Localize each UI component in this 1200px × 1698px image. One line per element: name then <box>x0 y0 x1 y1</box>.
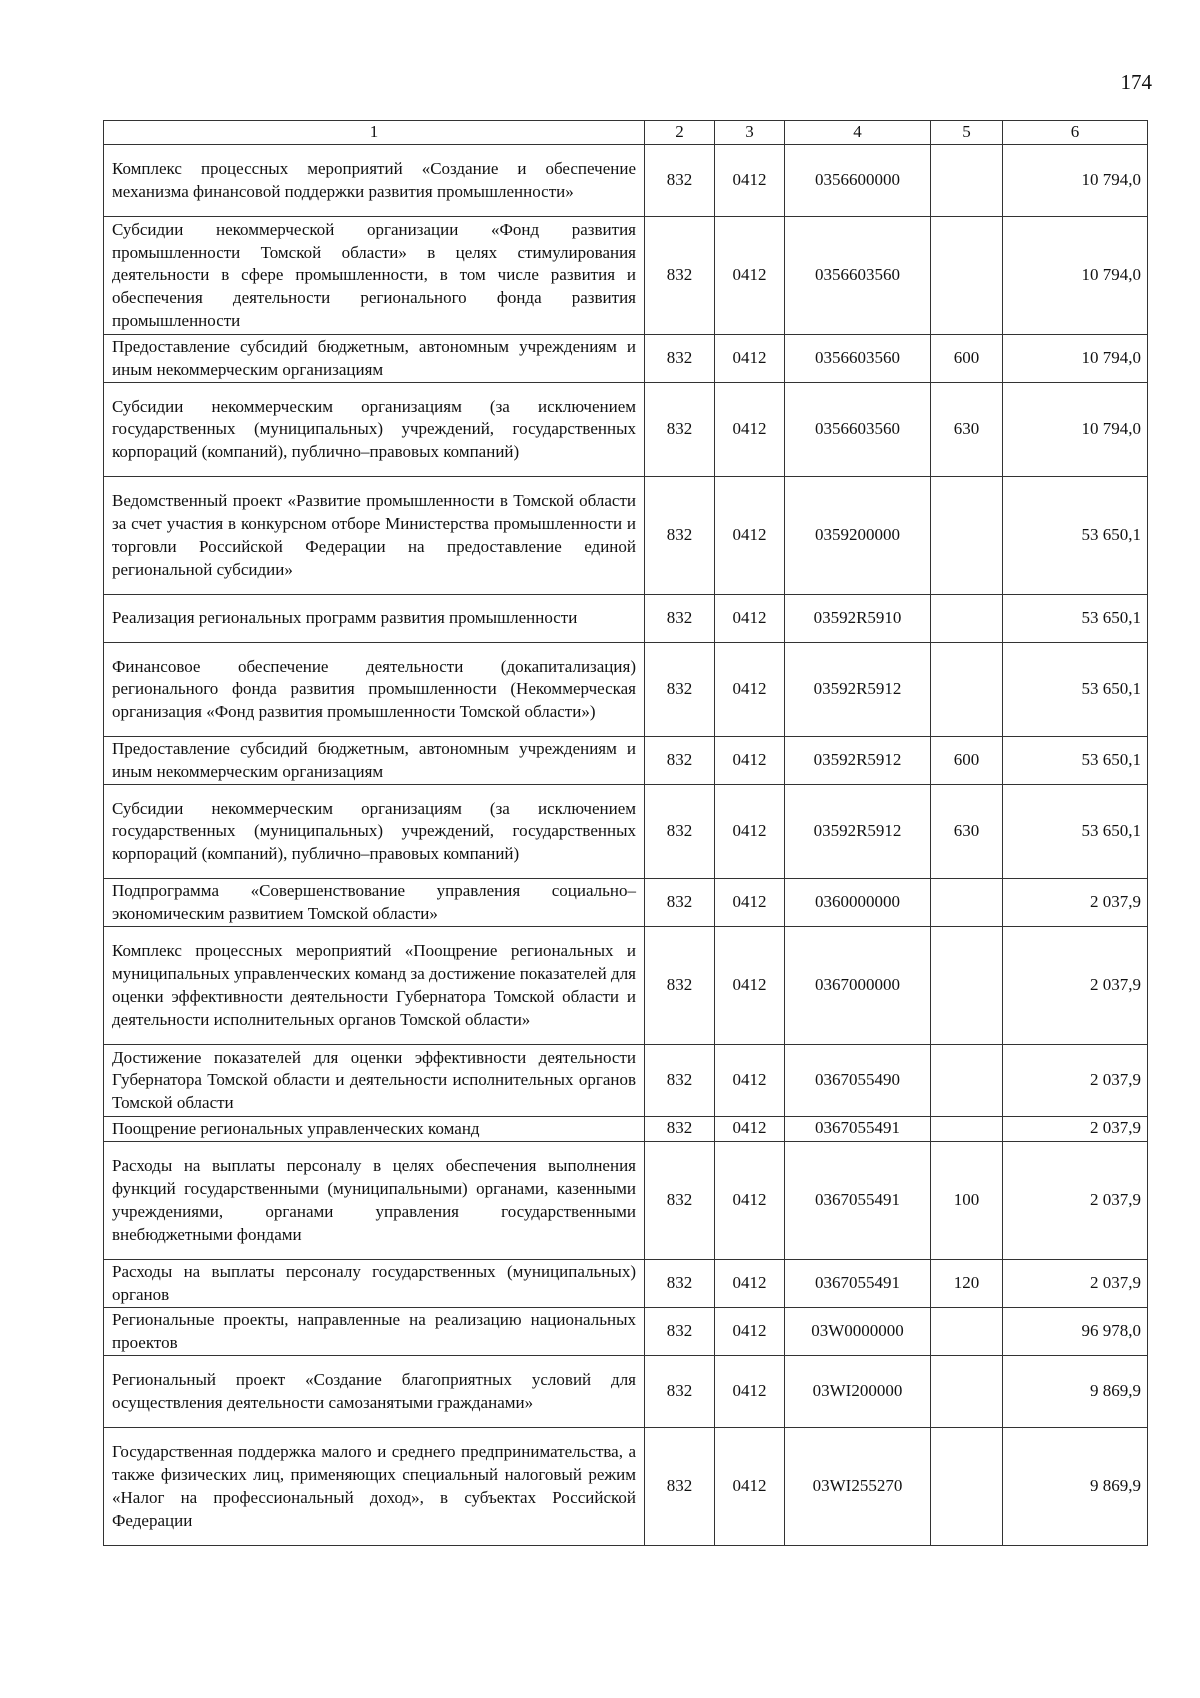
table-row <box>104 642 1148 736</box>
cell-expense-type <box>931 1355 1003 1427</box>
table-row <box>104 784 1148 878</box>
cell-description: Расходы на выплаты персоналу государственных (муниципальных) органов <box>104 1259 645 1307</box>
cell-expense-type <box>931 1307 1003 1355</box>
cell-expense-type <box>931 144 1003 216</box>
column-header-1: 1 <box>104 121 645 145</box>
cell-section-code: 0412 <box>715 1307 785 1355</box>
cell-target-article: 03592R5912 <box>785 642 931 736</box>
cell-expense-type: 630 <box>931 382 1003 476</box>
cell-admin-code: 832 <box>645 1259 715 1307</box>
table-body <box>104 144 1148 1545</box>
cell-description: Подпрограмма «Совершенствование управления социально–экономическим развитием Томской области» <box>104 878 645 926</box>
table-row <box>104 1307 1148 1355</box>
table-row <box>104 1116 1148 1141</box>
cell-target-article: 0367000000 <box>785 926 931 1044</box>
table-row <box>104 926 1148 1044</box>
cell-target-article: 03WI200000 <box>785 1355 931 1427</box>
cell-section-code: 0412 <box>715 382 785 476</box>
cell-amount: 9 869,9 <box>1003 1355 1148 1427</box>
cell-amount: 9 869,9 <box>1003 1427 1148 1545</box>
cell-amount: 2 037,9 <box>1003 1044 1148 1116</box>
table-row <box>104 878 1148 926</box>
cell-expense-type: 100 <box>931 1141 1003 1259</box>
column-header-3: 3 <box>715 121 785 145</box>
cell-section-code: 0412 <box>715 736 785 784</box>
cell-admin-code: 832 <box>645 1116 715 1141</box>
cell-expense-type <box>931 1044 1003 1116</box>
cell-admin-code: 832 <box>645 216 715 334</box>
cell-admin-code: 832 <box>645 784 715 878</box>
cell-section-code: 0412 <box>715 784 785 878</box>
cell-section-code: 0412 <box>715 878 785 926</box>
cell-expense-type <box>931 594 1003 642</box>
cell-amount: 96 978,0 <box>1003 1307 1148 1355</box>
cell-section-code: 0412 <box>715 216 785 334</box>
cell-target-article: 03WI255270 <box>785 1427 931 1545</box>
cell-target-article: 0356603560 <box>785 382 931 476</box>
cell-admin-code: 832 <box>645 642 715 736</box>
table-row <box>104 1355 1148 1427</box>
cell-admin-code: 832 <box>645 476 715 594</box>
cell-section-code: 0412 <box>715 594 785 642</box>
cell-section-code: 0412 <box>715 926 785 1044</box>
cell-description: Региональные проекты, направленные на реализацию национальных проектов <box>104 1307 645 1355</box>
cell-amount: 10 794,0 <box>1003 144 1148 216</box>
cell-amount: 53 650,1 <box>1003 594 1148 642</box>
cell-description: Предоставление субсидий бюджетным, автономным учреждениям и иным некоммерческим организациям <box>104 736 645 784</box>
cell-description: Финансовое обеспечение деятельности (докапитализация) регионального фонда развития промышленности (Некоммерческая организация «Фонд развития промышленности Томской области») <box>104 642 645 736</box>
cell-admin-code: 832 <box>645 926 715 1044</box>
cell-description: Комплекс процессных мероприятий «Поощрение региональных и муниципальных управленческих команд за достижение показателей для оценки эффективности деятельности Губернатора Томской области и деятельности исполнительных органов Томской области» <box>104 926 645 1044</box>
cell-admin-code: 832 <box>645 1307 715 1355</box>
column-header-6: 6 <box>1003 121 1148 145</box>
cell-target-article: 0359200000 <box>785 476 931 594</box>
cell-target-article: 0356603560 <box>785 216 931 334</box>
cell-expense-type: 600 <box>931 736 1003 784</box>
cell-description: Субсидии некоммерческой организации «Фонд развития промышленности Томской области» в целях стимулирования деятельности в сфере промышленности, в том числе развития и обеспечения деятельности регионального фонда развития промышленности <box>104 216 645 334</box>
cell-description: Субсидии некоммерческим организациям (за исключением государственных (муниципальных) учреждений, государственных корпораций (компаний), публично–правовых компаний) <box>104 382 645 476</box>
cell-section-code: 0412 <box>715 1355 785 1427</box>
cell-expense-type <box>931 926 1003 1044</box>
cell-amount: 2 037,9 <box>1003 926 1148 1044</box>
cell-target-article: 03592R5912 <box>785 784 931 878</box>
cell-description: Поощрение региональных управленческих команд <box>104 1116 645 1141</box>
table-row <box>104 476 1148 594</box>
cell-section-code: 0412 <box>715 144 785 216</box>
cell-admin-code: 832 <box>645 594 715 642</box>
cell-description: Комплекс процессных мероприятий «Создание и обеспечение механизма финансовой поддержки развития промышленности» <box>104 144 645 216</box>
cell-amount: 2 037,9 <box>1003 878 1148 926</box>
budget-table <box>103 120 1148 1546</box>
cell-amount: 2 037,9 <box>1003 1116 1148 1141</box>
cell-admin-code: 832 <box>645 382 715 476</box>
table-header-row <box>104 121 1148 145</box>
cell-section-code: 0412 <box>715 642 785 736</box>
page-number: 174 <box>1120 70 1152 94</box>
table-row <box>104 1044 1148 1116</box>
table-row <box>104 594 1148 642</box>
cell-amount: 2 037,9 <box>1003 1141 1148 1259</box>
cell-amount: 53 650,1 <box>1003 642 1148 736</box>
cell-description: Расходы на выплаты персоналу в целях обеспечения выполнения функций государственными (муниципальными) органами, казенными учреждениями, органами управления государственными внебюджетными фондами <box>104 1141 645 1259</box>
table-row <box>104 334 1148 382</box>
table-row <box>104 216 1148 334</box>
cell-description: Государственная поддержка малого и среднего предпринимательства, а также физических лиц, применяющих специальный налоговый режим «Налог на профессиональный доход», в субъектах Российской Федерации <box>104 1427 645 1545</box>
cell-target-article: 03592R5912 <box>785 736 931 784</box>
cell-amount: 53 650,1 <box>1003 784 1148 878</box>
cell-admin-code: 832 <box>645 1427 715 1545</box>
cell-description: Достижение показателей для оценки эффективности деятельности Губернатора Томской области и деятельности исполнительных органов Томской области <box>104 1044 645 1116</box>
table-row <box>104 736 1148 784</box>
table-row <box>104 382 1148 476</box>
cell-expense-type <box>931 1427 1003 1545</box>
cell-expense-type <box>931 476 1003 594</box>
cell-description: Реализация региональных программ развития промышленности <box>104 594 645 642</box>
cell-expense-type: 120 <box>931 1259 1003 1307</box>
cell-section-code: 0412 <box>715 1141 785 1259</box>
cell-admin-code: 832 <box>645 144 715 216</box>
cell-description: Предоставление субсидий бюджетным, автономным учреждениям и иным некоммерческим организациям <box>104 334 645 382</box>
column-header-4: 4 <box>785 121 931 145</box>
cell-target-article: 0360000000 <box>785 878 931 926</box>
cell-section-code: 0412 <box>715 334 785 382</box>
cell-description: Субсидии некоммерческим организациям (за исключением государственных (муниципальных) учреждений, государственных корпораций (компаний), публично–правовых компаний) <box>104 784 645 878</box>
cell-target-article: 0367055491 <box>785 1141 931 1259</box>
cell-target-article: 0356600000 <box>785 144 931 216</box>
cell-expense-type: 630 <box>931 784 1003 878</box>
cell-expense-type: 600 <box>931 334 1003 382</box>
table-row <box>104 1141 1148 1259</box>
table-row <box>104 144 1148 216</box>
cell-section-code: 0412 <box>715 1116 785 1141</box>
cell-expense-type <box>931 1116 1003 1141</box>
cell-expense-type <box>931 642 1003 736</box>
cell-admin-code: 832 <box>645 1044 715 1116</box>
cell-target-article: 03W0000000 <box>785 1307 931 1355</box>
cell-section-code: 0412 <box>715 1259 785 1307</box>
table-row <box>104 1427 1148 1545</box>
cell-section-code: 0412 <box>715 1044 785 1116</box>
cell-expense-type <box>931 878 1003 926</box>
cell-target-article: 03592R5910 <box>785 594 931 642</box>
cell-amount: 10 794,0 <box>1003 382 1148 476</box>
cell-expense-type <box>931 216 1003 334</box>
cell-target-article: 0356603560 <box>785 334 931 382</box>
cell-description: Региональный проект «Создание благоприятных условий для осуществления деятельности самозанятыми гражданами» <box>104 1355 645 1427</box>
cell-amount: 2 037,9 <box>1003 1259 1148 1307</box>
cell-admin-code: 832 <box>645 1355 715 1427</box>
cell-amount: 10 794,0 <box>1003 216 1148 334</box>
cell-admin-code: 832 <box>645 334 715 382</box>
cell-admin-code: 832 <box>645 878 715 926</box>
cell-section-code: 0412 <box>715 476 785 594</box>
cell-amount: 53 650,1 <box>1003 736 1148 784</box>
cell-target-article: 0367055490 <box>785 1044 931 1116</box>
table-row <box>104 1259 1148 1307</box>
cell-admin-code: 832 <box>645 736 715 784</box>
cell-amount: 10 794,0 <box>1003 334 1148 382</box>
column-header-5: 5 <box>931 121 1003 145</box>
cell-section-code: 0412 <box>715 1427 785 1545</box>
cell-description: Ведомственный проект «Развитие промышленности в Томской области за счет участия в конкурсном отборе Министерства промышленности и торговли Российской Федерации на предоставление единой региональной субсидии» <box>104 476 645 594</box>
cell-target-article: 0367055491 <box>785 1116 931 1141</box>
cell-target-article: 0367055491 <box>785 1259 931 1307</box>
column-header-2: 2 <box>645 121 715 145</box>
cell-amount: 53 650,1 <box>1003 476 1148 594</box>
cell-admin-code: 832 <box>645 1141 715 1259</box>
